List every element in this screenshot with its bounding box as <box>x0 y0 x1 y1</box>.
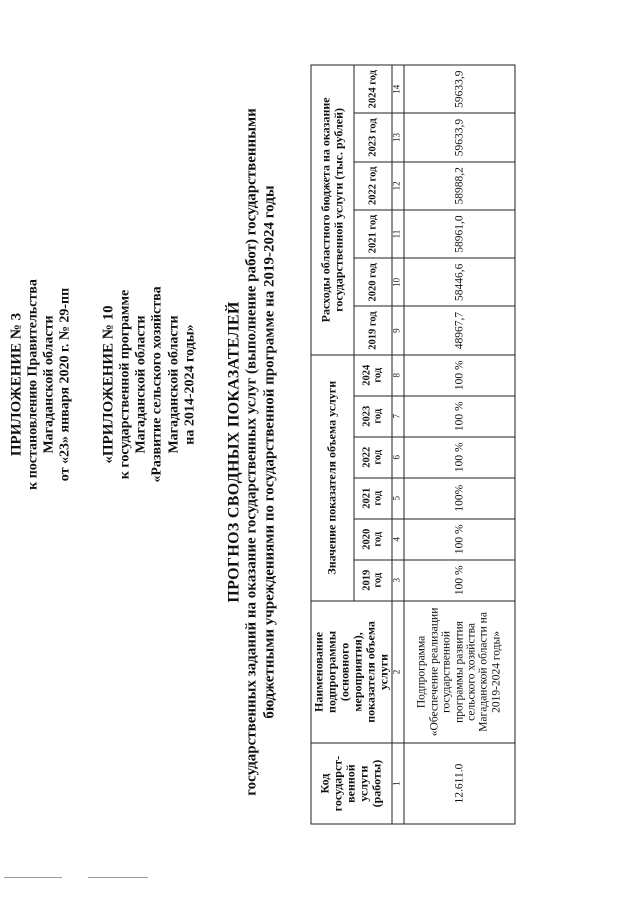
title-main: ПРОГНОЗ СВОДНЫХ ПОКАЗАТЕЛЕЙ <box>225 301 243 603</box>
original-appendix-line: на 2014-2024 годы» <box>182 324 198 445</box>
original-appendix-line: Магаданской области <box>133 315 149 454</box>
appendix-line: к постановлению Правительства <box>25 279 41 490</box>
title-sub: бюджетными учреждениями по государственной программе на 2019-2024 годы <box>261 185 278 719</box>
appendix-line: Магаданской области <box>41 315 57 454</box>
column-number: 13 <box>392 113 404 161</box>
volume-value: 100 % <box>404 437 515 478</box>
year-header: 2023 год <box>354 113 392 161</box>
column-number: 3 <box>392 560 404 601</box>
original-appendix-line: «Развитие сельского хозяйства <box>149 286 165 483</box>
volume-value: 100 % <box>404 355 515 396</box>
subprogram-name: Подпрограмма «Обеспечение реализации государственной программы развития сельского хозяйства Магаданской области на 2019-2024 годы» <box>404 601 515 743</box>
expense-value: 59633,9 <box>404 65 515 113</box>
indicators-table <box>311 65 516 825</box>
column-number: 1 <box>392 743 404 824</box>
appendix-date: от «23» января 2020 г. № 29-пп <box>57 287 73 482</box>
volume-value: 100 % <box>404 396 515 437</box>
column-number: 7 <box>392 396 404 437</box>
column-number: 5 <box>392 478 404 519</box>
year-header: 2022 год <box>354 437 392 478</box>
year-header: 2019 год <box>354 306 392 354</box>
column-number: 12 <box>392 162 404 210</box>
column-number: 4 <box>392 519 404 560</box>
column-number: 6 <box>392 437 404 478</box>
year-header: 2021 год <box>354 210 392 258</box>
expense-value: 58961,0 <box>404 210 515 258</box>
year-header: 2021 год <box>354 478 392 519</box>
year-header: 2022 год <box>354 162 392 210</box>
year-header: 2024 год <box>354 65 392 113</box>
column-number: 10 <box>392 258 404 306</box>
header-name: Наименование подпрограммы (основного мероприятия), показателя объема услуги <box>311 601 392 743</box>
scan-artifact-line <box>88 877 148 878</box>
expense-value: 58988,2 <box>404 162 515 210</box>
column-number: 8 <box>392 355 404 396</box>
original-appendix-header <box>101 5 199 765</box>
service-code: 12.611.0 <box>404 743 515 824</box>
title-sub: государственных заданий на оказание государственных услуг (выполнение работ) государственными <box>243 108 260 796</box>
year-header: 2020 год <box>354 519 392 560</box>
column-number: 14 <box>392 65 404 113</box>
header-volume-group: Значение показателя объема услуги <box>311 355 354 601</box>
column-number: 2 <box>392 601 404 743</box>
expense-value: 58446,6 <box>404 258 515 306</box>
appendix-number: ПРИЛОЖЕНИЕ № 3 <box>8 312 25 457</box>
document-page <box>1 0 640 905</box>
expense-value: 59633,9 <box>404 113 515 161</box>
scan-artifact-line <box>4 877 62 878</box>
appendix-header <box>9 5 75 765</box>
year-header: 2024 год <box>354 355 392 396</box>
expense-value: 48967,7 <box>404 306 515 354</box>
original-appendix-line: к государственной программе <box>117 289 133 480</box>
table-row <box>404 65 515 824</box>
volume-value: 100% <box>404 478 515 519</box>
document-title <box>226 0 279 905</box>
header-expense-group: Расходы областного бюджета на оказание государственной услуги (тыс. рублей) <box>311 65 354 355</box>
header-code: Код государст-венной услуги (работы) <box>311 743 392 824</box>
original-appendix-line: Магаданской области <box>166 315 182 454</box>
volume-value: 100 % <box>404 519 515 560</box>
column-number: 11 <box>392 210 404 258</box>
year-header: 2019 год <box>354 560 392 601</box>
original-appendix-number: «ПРИЛОЖЕНИЕ № 10 <box>100 305 117 464</box>
column-number-row <box>392 65 404 824</box>
year-header: 2023 год <box>354 396 392 437</box>
year-header: 2020 год <box>354 258 392 306</box>
column-number: 9 <box>392 306 404 354</box>
volume-value: 100 % <box>404 560 515 601</box>
